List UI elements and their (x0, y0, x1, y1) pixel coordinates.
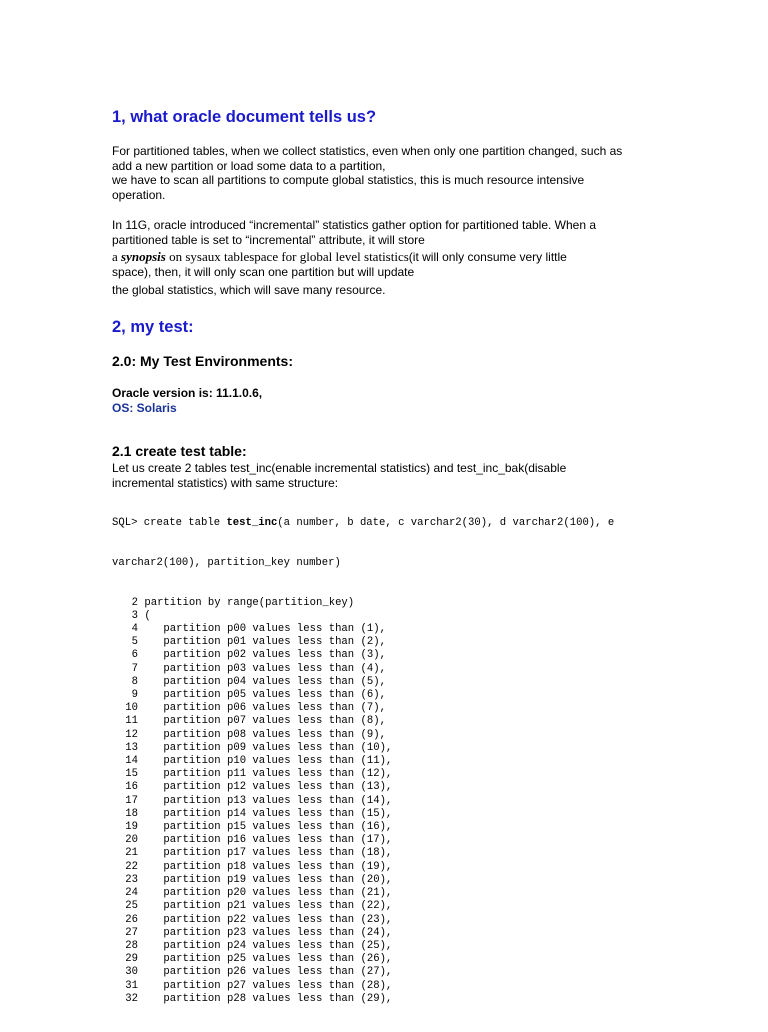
code-line-text: partition p16 values less than (17), (138, 834, 393, 847)
code-line-text: partition p07 values less than (8), (138, 715, 386, 728)
section1-heading: 1, what oracle document tells us? (112, 108, 377, 126)
code-line-text: partition p26 values less than (27), (138, 966, 393, 979)
code-line-text: partition p08 values less than (9), (138, 728, 386, 741)
code-line-text: partition p14 values less than (15), (138, 807, 393, 820)
code-line-text: partition p21 values less than (22), (138, 900, 393, 913)
p1-line1: For partitioned tables, when we collect statistics, even when only one partition changed, such as (112, 144, 623, 158)
code-line (112, 821, 614, 834)
code-line (112, 834, 614, 847)
code-line-text: partition by range(partition_key) (138, 596, 355, 609)
code-line-number: 11 (125, 715, 138, 728)
code-line-number: 30 (125, 966, 138, 979)
code-line1-prefix: SQL> create table (112, 517, 227, 530)
p2-line3 (112, 250, 732, 265)
code-line-text: partition p04 values less than (5), (138, 675, 386, 688)
code-line (112, 715, 614, 728)
code-line-number: 14 (125, 755, 138, 768)
code-line-text: partition p25 values less than (26), (138, 953, 393, 966)
code-line-text: partition p00 values less than (1), (138, 623, 386, 636)
code-line-text: partition p13 values less than (14), (138, 794, 393, 807)
code-line-text: partition p20 values less than (21), (138, 887, 393, 900)
section1-paragraph2 (112, 218, 732, 298)
code-line-number: 24 (125, 887, 138, 900)
code-line (112, 874, 614, 887)
code-line-text: partition p11 values less than (12), (138, 768, 393, 781)
code-line-number: 23 (125, 873, 138, 886)
code-line-number: 27 (125, 926, 138, 939)
code-line (112, 755, 614, 768)
code-line (112, 966, 614, 979)
code-line (112, 940, 614, 953)
code-line (112, 676, 614, 689)
p2-line1: In 11G, oracle introduced “incremental” statistics gather option for partitioned table. When a (112, 218, 597, 232)
code-line-text: partition p19 values less than (20), (138, 873, 393, 886)
p2-line2: partitioned table is set to “incremental” attribute, it will store (112, 232, 425, 247)
code-line (112, 729, 614, 742)
code-line-text: partition p02 values less than (3), (138, 649, 386, 662)
code-line-number: 6 (131, 649, 138, 662)
code-line-number: 8 (131, 675, 138, 688)
code-line (112, 781, 614, 794)
code-line-number: 16 (125, 781, 138, 794)
code-line-text: partition p15 values less than (16), (138, 821, 393, 834)
code-line-number: 22 (125, 860, 138, 873)
code-line-number: 21 (125, 847, 138, 860)
code-line (112, 927, 614, 940)
os-value: OS: Solaris (112, 400, 177, 415)
code-line-number: 9 (131, 689, 138, 702)
code-line-text: partition p12 values less than (13), (138, 781, 393, 794)
code-line (112, 610, 614, 623)
code-line-text: partition p23 values less than (24), (138, 926, 393, 939)
code-line (112, 887, 614, 900)
code-line-text: partition p05 values less than (6), (138, 689, 386, 702)
env-heading: 2.0: My Test Environments: (112, 353, 294, 369)
create-p-line1: Let us create 2 tables test_inc(enable incremental statistics) and test_inc_bak(disable (112, 461, 567, 475)
code-line (112, 597, 614, 610)
code-line (112, 914, 614, 927)
code-line-text: partition p17 values less than (18), (138, 847, 393, 860)
code-line (112, 636, 614, 649)
code-line-number: 2 (131, 596, 138, 609)
code-line-number: 13 (125, 741, 138, 754)
code-line (112, 900, 614, 913)
synopsis-term: synopsis (121, 249, 166, 265)
code-line-text: partition p06 values less than (7), (138, 702, 386, 715)
code-line-text: partition p24 values less than (25), (138, 939, 393, 952)
code-line-number: 20 (125, 834, 138, 847)
code-line-number: 10 (125, 702, 138, 715)
code-line-text: partition p18 values less than (19), (138, 860, 393, 873)
code-line (112, 795, 614, 808)
p2-line5: the global statistics, which will save many resource. (112, 283, 386, 298)
code-line-number: 19 (125, 821, 138, 834)
code-line (112, 980, 614, 993)
code-line-number: 31 (125, 979, 138, 992)
code-line-number: 17 (125, 794, 138, 807)
code-line-text: partition p27 values less than (28), (138, 979, 393, 992)
p2-line3-a: a (112, 249, 122, 265)
p2-line4: space), then, it will only scan one partition but will update (112, 264, 415, 279)
code-line-1-cont: varchar2(100), partition_key number) (112, 557, 341, 570)
code-table-name: test_inc (226, 517, 278, 530)
code-line-text: partition p28 values less than (29), (138, 992, 393, 1005)
section2-heading: 2, my test: (112, 318, 194, 336)
code-line-number: 7 (131, 662, 138, 675)
code-line (112, 623, 614, 636)
code-line-number: 18 (125, 807, 138, 820)
code-line-text: partition p01 values less than (2), (138, 636, 386, 649)
code-line-number: 15 (125, 768, 138, 781)
code-line (112, 702, 614, 715)
code-line-number: 4 (131, 623, 138, 636)
create-paragraph (112, 461, 732, 490)
p1-line2: add a new partition or load some data to a partition, (112, 158, 386, 173)
code-line-number: 12 (125, 728, 138, 741)
p2-line3-b: on sysaux tablespace for global level statistics (165, 249, 409, 265)
code-line-text: partition p03 values less than (4), (138, 662, 386, 675)
code-line-number: 3 (131, 609, 138, 622)
sql-code-block (112, 491, 614, 1032)
code-line-number: 5 (131, 636, 138, 649)
code-line-text: partition p22 values less than (23), (138, 913, 393, 926)
oracle-version: Oracle version is: 11.1.0.6, (112, 386, 263, 400)
code-line (112, 742, 614, 755)
code-numbered-lines (112, 597, 614, 1006)
code-line (112, 808, 614, 821)
code-line (112, 953, 614, 966)
code-line-text: ( (138, 609, 151, 622)
code-line-number: 26 (125, 913, 138, 926)
code-line-1 (112, 517, 614, 530)
code-line-number: 32 (125, 992, 138, 1005)
code-line (112, 689, 614, 702)
create-p-line2: incremental statistics) with same structure: (112, 475, 339, 490)
code-line (112, 993, 614, 1006)
code-line1-rest: (a number, b date, c varchar2(30), d varchar2(100), e (277, 517, 615, 530)
code-line-text: partition p10 values less than (11), (138, 755, 393, 768)
section1-paragraph1 (112, 144, 732, 202)
code-line (112, 649, 614, 662)
code-line-number: 25 (125, 900, 138, 913)
code-line (112, 768, 614, 781)
env-details (112, 386, 732, 415)
code-line (112, 663, 614, 676)
p1-line4: operation. (112, 187, 166, 202)
code-line (112, 847, 614, 860)
p1-line3: we have to scan all partitions to compute global statistics, this is much resource intensive (112, 173, 585, 188)
code-line-number: 29 (125, 953, 138, 966)
code-line (112, 861, 614, 874)
code-line-text: partition p09 values less than (10), (138, 741, 393, 754)
code-line-number: 28 (125, 939, 138, 952)
p2-line3-c: (it will only consume very little (408, 250, 567, 265)
create-heading: 2.1 create test table: (112, 443, 247, 459)
